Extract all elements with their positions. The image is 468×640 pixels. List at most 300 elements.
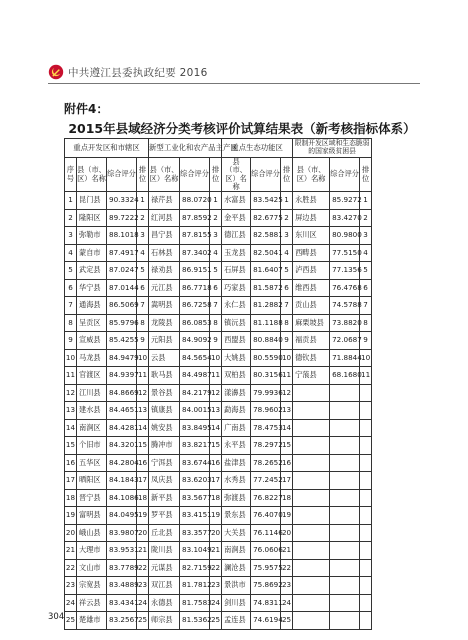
spacer-cell [372, 314, 421, 332]
cell-name: 景洪市 [222, 577, 251, 595]
cell-rank: 11 [281, 367, 293, 385]
spacer-cell [372, 577, 421, 595]
cell-name [293, 402, 330, 420]
cell-rank: 6 [210, 279, 222, 297]
cell-rank: 14 [210, 419, 222, 437]
cell-score: 84.8669 [107, 384, 137, 402]
cell-rank: 4 [137, 244, 149, 262]
table-row [65, 419, 421, 437]
cell-rank: 14 [137, 419, 149, 437]
cell-score: 83.6744 [180, 454, 210, 472]
cell-name: 江川县 [77, 384, 107, 402]
cell-name: 峨山县 [77, 524, 107, 542]
cell-seq: 19 [65, 507, 77, 525]
cell-score: 84.2179 [180, 384, 210, 402]
appendix-label: 附件4： [64, 102, 109, 116]
evaluation-table [64, 138, 421, 630]
spacer-cell [372, 192, 421, 210]
cell-rank [360, 402, 372, 420]
cell-name: 嵩明县 [149, 297, 180, 315]
cell-name: 剑川县 [222, 594, 251, 612]
cell-score: 77.1356 [330, 262, 360, 280]
spacer-cell [372, 367, 421, 385]
cell-score: 86.9151 [180, 262, 210, 280]
cell-score: 87.0144 [107, 279, 137, 297]
cell-rank: 13 [137, 402, 149, 420]
cell-score [330, 507, 360, 525]
cell-rank: 8 [137, 314, 149, 332]
cell-name: 德钦县 [293, 349, 330, 367]
cell-score: 84.4651 [107, 402, 137, 420]
cell-name: 永平县 [222, 437, 251, 455]
cell-rank: 11 [137, 367, 149, 385]
col-rank: 排位 [210, 158, 222, 192]
group-header-text: 限制开发区域和生态脆弱的国家级贫困县 [294, 139, 370, 155]
cell-score: 78.9602 [251, 402, 281, 420]
cell-name: 金平县 [222, 209, 251, 227]
cell-name: 贡山县 [293, 297, 330, 315]
cell-score: 83.8495 [180, 419, 210, 437]
cell-score: 81.6407 [251, 262, 281, 280]
cell-score: 88.0720 [180, 192, 210, 210]
cell-rank: 17 [210, 472, 222, 490]
cell-score [330, 524, 360, 542]
cell-rank [360, 594, 372, 612]
cell-score: 68.1680 [330, 367, 360, 385]
cell-name: 泸西县 [293, 262, 330, 280]
cell-score: 83.1049 [180, 542, 210, 560]
cell-name: 弥勒市 [77, 227, 107, 245]
cell-name: 耿马县 [149, 367, 180, 385]
cell-score: 72.0687 [330, 332, 360, 350]
cell-rank: 1 [281, 192, 293, 210]
header-title: 中共遵江县委执政纪要 2016 [68, 67, 208, 79]
cell-name [293, 419, 330, 437]
cell-score: 84.1086 [107, 489, 137, 507]
table-row [65, 262, 421, 280]
cell-rank [360, 437, 372, 455]
cell-seq: 7 [65, 297, 77, 315]
cell-rank: 22 [281, 559, 293, 577]
cell-seq: 17 [65, 472, 77, 490]
cell-seq: 12 [65, 384, 77, 402]
cell-score: 76.4070 [251, 507, 281, 525]
cell-score: 84.1843 [107, 472, 137, 490]
cell-name [293, 489, 330, 507]
cell-rank: 12 [281, 384, 293, 402]
table-body [65, 192, 421, 630]
cell-seq: 25 [65, 612, 77, 630]
group-header [293, 139, 372, 158]
cell-score: 83.5677 [180, 489, 210, 507]
cell-score: 87.3402 [180, 244, 210, 262]
cell-score: 76.8227 [251, 489, 281, 507]
cell-rank: 11 [360, 367, 372, 385]
header-divider [48, 83, 420, 84]
cell-rank [360, 559, 372, 577]
cell-rank: 5 [360, 262, 372, 280]
cell-rank: 7 [210, 297, 222, 315]
spacer-cell [372, 332, 421, 350]
cell-rank: 7 [137, 297, 149, 315]
table-row [65, 489, 421, 507]
cell-seq: 15 [65, 437, 77, 455]
spacer-cell [372, 594, 421, 612]
spacer-cell [372, 524, 421, 542]
table-row [65, 332, 421, 350]
cell-score [330, 559, 360, 577]
cell-rank: 6 [281, 279, 293, 297]
col-name: 县（市、区）名称 [293, 158, 330, 192]
cell-score: 80.8840 [251, 332, 281, 350]
spacer-cell [372, 472, 421, 490]
cell-seq: 5 [65, 262, 77, 280]
cell-name [293, 524, 330, 542]
cell-rank: 12 [210, 384, 222, 402]
cell-rank: 9 [360, 332, 372, 350]
cell-score [330, 419, 360, 437]
cell-rank: 3 [360, 227, 372, 245]
cell-score: 83.8217 [180, 437, 210, 455]
cell-rank: 11 [210, 367, 222, 385]
col-name: 县（市、区）名称 [77, 158, 107, 192]
cell-name: 宁蒗县 [293, 367, 330, 385]
cell-name: 新平县 [149, 489, 180, 507]
cell-rank: 15 [210, 437, 222, 455]
cell-name: 屏边县 [293, 209, 330, 227]
cell-score: 87.8592 [180, 209, 210, 227]
cell-rank: 21 [137, 542, 149, 560]
cell-score [330, 384, 360, 402]
cell-name: 建水县 [77, 402, 107, 420]
cell-name: 晒阳区 [77, 472, 107, 490]
cell-seq: 16 [65, 454, 77, 472]
cell-seq: 2 [65, 209, 77, 227]
cell-rank: 21 [281, 542, 293, 560]
table-row [65, 279, 421, 297]
cell-rank [360, 454, 372, 472]
cell-score: 84.0495 [107, 507, 137, 525]
col-score: 综合评分 [107, 158, 137, 192]
cell-name [293, 559, 330, 577]
cell-seq: 22 [65, 559, 77, 577]
cell-seq: 1 [65, 192, 77, 210]
cell-rank: 4 [360, 244, 372, 262]
cell-rank: 13 [210, 402, 222, 420]
cell-name: 红河县 [149, 209, 180, 227]
cell-rank: 25 [281, 612, 293, 630]
cell-score [330, 542, 360, 560]
cell-score: 86.0853 [180, 314, 210, 332]
spacer-cell [372, 227, 421, 245]
cell-score: 77.5150 [330, 244, 360, 262]
cell-score: 82.6775 [251, 209, 281, 227]
cell-score: 78.2652 [251, 454, 281, 472]
cell-seq: 14 [65, 419, 77, 437]
cell-rank [360, 524, 372, 542]
cell-score [330, 437, 360, 455]
table-row [65, 507, 421, 525]
cell-score: 79.9936 [251, 384, 281, 402]
cell-score: 80.9800 [330, 227, 360, 245]
cell-name: 宣威县 [77, 332, 107, 350]
cell-score: 84.4987 [180, 367, 210, 385]
cell-score: 90.3324 [107, 192, 137, 210]
cell-name: 维西县 [293, 279, 330, 297]
cell-seq: 10 [65, 349, 77, 367]
cell-name: 呈贡区 [77, 314, 107, 332]
spacer-cell [372, 244, 421, 262]
cell-rank: 20 [281, 524, 293, 542]
cell-name: 景谷县 [149, 384, 180, 402]
cell-seq: 3 [65, 227, 77, 245]
cell-rank: 8 [281, 314, 293, 332]
cell-rank: 20 [137, 524, 149, 542]
cell-rank: 25 [137, 612, 149, 630]
cell-name: 陇川县 [149, 542, 180, 560]
table-row [65, 244, 421, 262]
table-row [65, 454, 421, 472]
cell-rank: 9 [137, 332, 149, 350]
table-row [65, 209, 421, 227]
cell-score: 83.4151 [180, 507, 210, 525]
cell-name: 禄芹县 [149, 192, 180, 210]
cell-name: 罗平县 [149, 507, 180, 525]
cell-name: 永仁县 [222, 297, 251, 315]
table-row [65, 227, 421, 245]
spacer-cell [372, 209, 421, 227]
cell-rank: 9 [210, 332, 222, 350]
cell-name: 水富县 [222, 192, 251, 210]
cell-score: 84.0015 [180, 402, 210, 420]
cell-name: 马龙县 [77, 349, 107, 367]
cell-name: 元江县 [149, 279, 180, 297]
cell-name: 个旧市 [77, 437, 107, 455]
col-rank: 排位 [360, 158, 372, 192]
cell-name: 镇沅县 [222, 314, 251, 332]
cell-rank: 3 [210, 227, 222, 245]
table-row [65, 192, 421, 210]
cell-rank: 10 [137, 349, 149, 367]
cell-rank: 1 [210, 192, 222, 210]
cell-score: 82.5881 [251, 227, 281, 245]
page-number: 304 [48, 612, 65, 622]
cell-seq: 24 [65, 594, 77, 612]
cell-score: 86.7718 [180, 279, 210, 297]
cell-rank: 3 [137, 227, 149, 245]
cell-score: 78.2972 [251, 437, 281, 455]
cell-score: 84.9479 [107, 349, 137, 367]
cell-score: 81.1188 [251, 314, 281, 332]
cell-rank: 8 [360, 314, 372, 332]
cell-score: 83.4341 [107, 594, 137, 612]
cell-score: 81.2882 [251, 297, 281, 315]
cell-score: 84.3201 [107, 437, 137, 455]
cell-rank [360, 489, 372, 507]
spacer-cell [372, 507, 421, 525]
cell-rank [360, 577, 372, 595]
cell-score [330, 577, 360, 595]
cell-name: 师宗县 [149, 612, 180, 630]
cell-rank: 2 [360, 209, 372, 227]
table-row [65, 542, 421, 560]
cell-rank: 6 [137, 279, 149, 297]
cell-score: 76.1146 [251, 524, 281, 542]
cell-rank [360, 419, 372, 437]
cell-rank: 7 [281, 297, 293, 315]
cell-rank: 6 [360, 279, 372, 297]
cell-score: 83.9807 [107, 524, 137, 542]
cell-score: 77.2452 [251, 472, 281, 490]
cell-name: 昌宁县 [149, 227, 180, 245]
cell-rank: 18 [210, 489, 222, 507]
cell-rank [360, 507, 372, 525]
cell-seq: 21 [65, 542, 77, 560]
spacer-cell [372, 279, 421, 297]
cell-name: 西畴县 [293, 244, 330, 262]
cell-rank: 24 [210, 594, 222, 612]
spacer-cell [372, 139, 421, 158]
cell-rank: 17 [281, 472, 293, 490]
spacer-cell [372, 158, 421, 192]
cell-score: 84.9092 [180, 332, 210, 350]
cell-rank: 24 [281, 594, 293, 612]
table-row [65, 384, 421, 402]
cell-name: 大理市 [77, 542, 107, 560]
cell-name [293, 577, 330, 595]
table-row [65, 314, 421, 332]
cell-name: 通海县 [77, 297, 107, 315]
cell-score: 80.5590 [251, 349, 281, 367]
cell-rank: 23 [210, 577, 222, 595]
spacer-cell [372, 454, 421, 472]
cell-score: 75.9575 [251, 559, 281, 577]
cell-name: 官渡区 [77, 367, 107, 385]
cell-name: 大姚县 [222, 349, 251, 367]
cell-rank: 19 [210, 507, 222, 525]
cell-rank: 10 [281, 349, 293, 367]
cell-rank: 9 [281, 332, 293, 350]
cell-seq: 23 [65, 577, 77, 595]
cell-seq: 11 [65, 367, 77, 385]
col-name: 县（市、区）名称 [222, 158, 251, 192]
cell-name [293, 507, 330, 525]
cell-rank: 23 [281, 577, 293, 595]
group-header-row [65, 139, 421, 158]
cell-name: 大关县 [222, 524, 251, 542]
cell-rank: 1 [360, 192, 372, 210]
cell-rank: 16 [210, 454, 222, 472]
cell-seq: 18 [65, 489, 77, 507]
cell-rank: 5 [137, 262, 149, 280]
cell-name: 楚雄市 [77, 612, 107, 630]
cell-rank: 18 [137, 489, 149, 507]
cell-rank: 18 [281, 489, 293, 507]
cell-score: 83.7789 [107, 559, 137, 577]
cell-rank: 19 [137, 507, 149, 525]
cell-score: 74.6194 [251, 612, 281, 630]
cell-name: 元阳县 [149, 332, 180, 350]
cell-score: 84.5654 [180, 349, 210, 367]
cell-rank: 10 [360, 349, 372, 367]
cell-score: 84.4281 [107, 419, 137, 437]
table-row [65, 524, 421, 542]
cell-score: 81.7583 [180, 594, 210, 612]
cell-score: 83.6203 [180, 472, 210, 490]
cell-rank: 20 [210, 524, 222, 542]
cell-score: 83.4889 [107, 577, 137, 595]
col-name: 县（市、区）名称 [149, 158, 180, 192]
spacer-cell [372, 419, 421, 437]
cell-seq: 9 [65, 332, 77, 350]
cell-name: 巧家县 [222, 279, 251, 297]
cell-score [330, 454, 360, 472]
cell-seq: 6 [65, 279, 77, 297]
cell-name: 隆阳区 [77, 209, 107, 227]
cell-name: 双江县 [149, 577, 180, 595]
cell-name: 龙陵县 [149, 314, 180, 332]
cell-score [330, 489, 360, 507]
cell-rank: 24 [137, 594, 149, 612]
spacer-cell [372, 612, 421, 630]
cell-rank [360, 384, 372, 402]
cell-score: 81.5362 [180, 612, 210, 630]
cell-name: 武定县 [77, 262, 107, 280]
cell-seq: 20 [65, 524, 77, 542]
cell-score: 88.1018 [107, 227, 137, 245]
group-header: 新型工业化和农产品主产区 [149, 139, 222, 158]
cell-rank: 3 [281, 227, 293, 245]
cell-name: 石屏县 [222, 262, 251, 280]
table-row [65, 297, 421, 315]
cell-rank: 15 [137, 437, 149, 455]
cell-name: 五华区 [77, 454, 107, 472]
document-title: 2015年县域经济分类考核评价试算结果表（新考核指标体系） [68, 121, 416, 136]
cell-score [330, 612, 360, 630]
cell-name [293, 594, 330, 612]
table-row [65, 367, 421, 385]
cell-score [330, 594, 360, 612]
cell-score: 81.7812 [180, 577, 210, 595]
cell-name: 昆门县 [77, 192, 107, 210]
cell-score: 86.5069 [107, 297, 137, 315]
cell-rank: 1 [137, 192, 149, 210]
cell-name: 华宁县 [77, 279, 107, 297]
col-score: 综合评分 [251, 158, 281, 192]
cell-score [330, 402, 360, 420]
cell-name: 祥云县 [77, 594, 107, 612]
party-emblem-icon [48, 64, 64, 80]
col-rank: 排位 [281, 158, 293, 192]
cell-score: 82.5041 [251, 244, 281, 262]
cell-name: 玉龙县 [222, 244, 251, 262]
cell-rank [360, 612, 372, 630]
col-score: 综合评分 [180, 158, 210, 192]
cell-rank: 5 [281, 262, 293, 280]
spacer-cell [372, 297, 421, 315]
cell-rank: 8 [210, 314, 222, 332]
table-row [65, 472, 421, 490]
cell-name: 文山市 [77, 559, 107, 577]
cell-score: 83.4270 [330, 209, 360, 227]
cell-rank: 14 [281, 419, 293, 437]
cell-score [330, 472, 360, 490]
cell-name: 凤庆县 [149, 472, 180, 490]
cell-name: 澜沧县 [222, 559, 251, 577]
cell-score: 85.9796 [107, 314, 137, 332]
cell-score: 89.7222 [107, 209, 137, 227]
cell-score: 78.4753 [251, 419, 281, 437]
